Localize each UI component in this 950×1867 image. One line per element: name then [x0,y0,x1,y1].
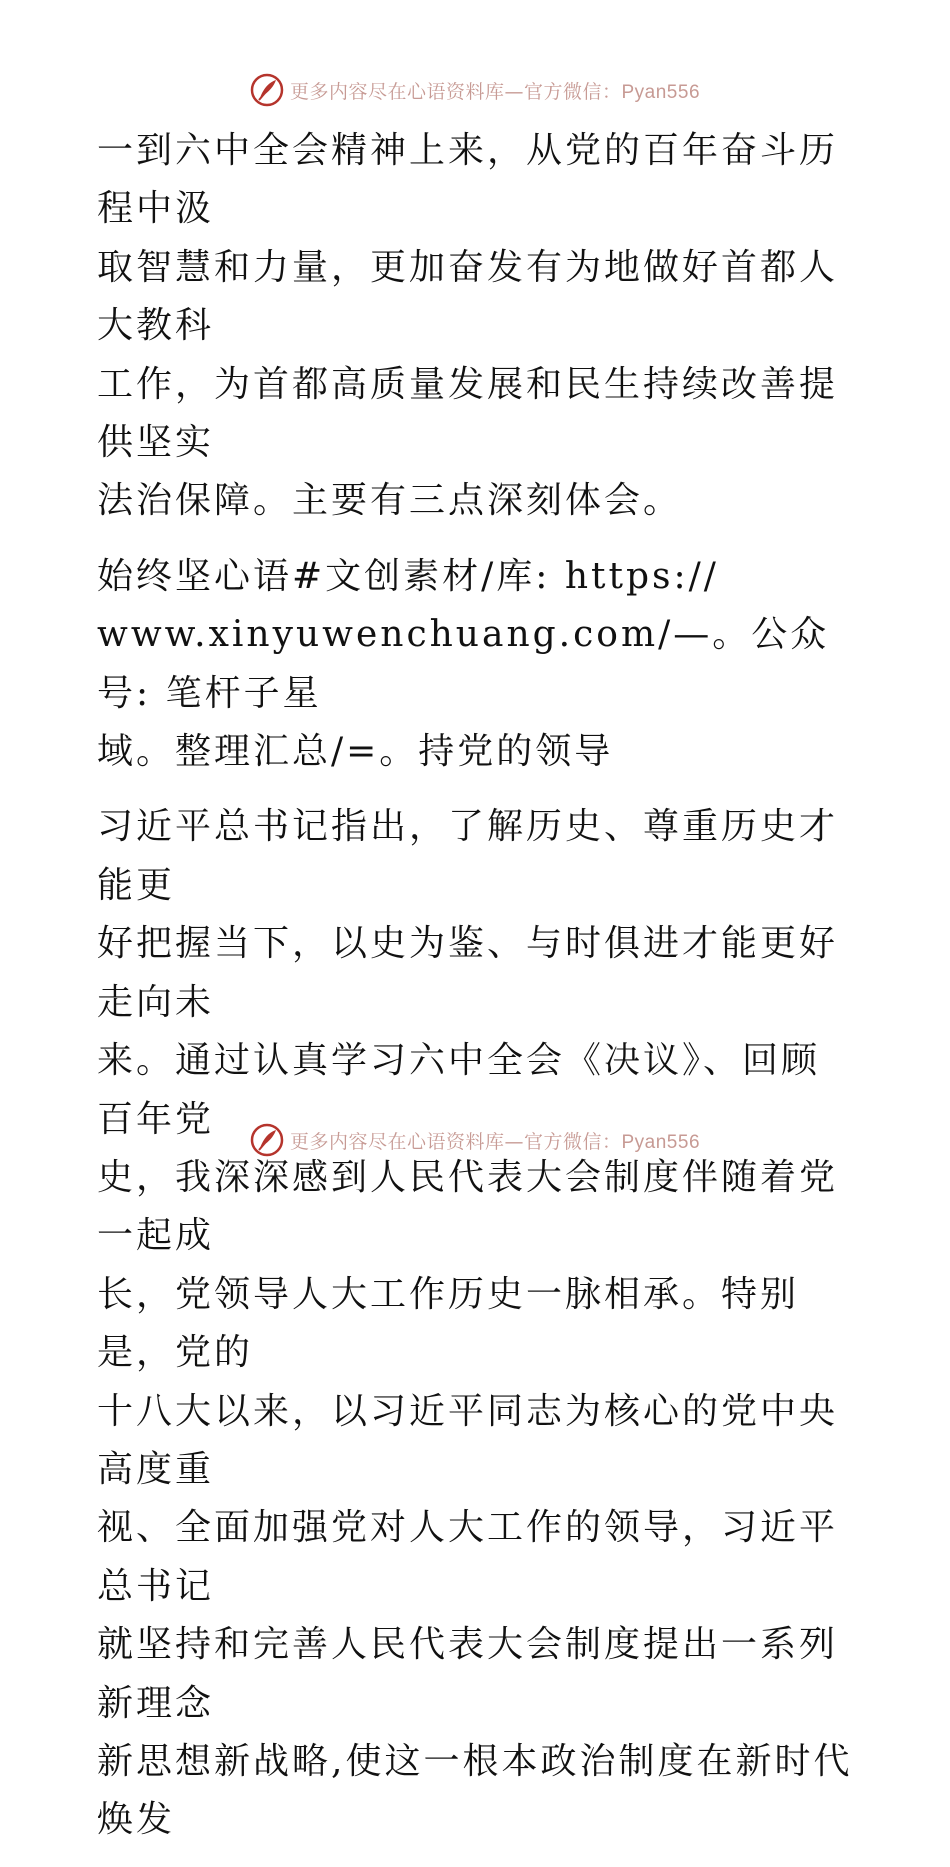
feather-logo-icon [250,1123,284,1157]
header-banner-text: 更多内容尽在心语资料库—官方微信：Pyan556 [289,80,701,103]
wechat-id: Pyan556 [621,81,701,103]
paragraph-2: 始终坚心语#文创素材/库: https:// www.xinyuwenchuang.com/—。公众号: 笔杆子星 域。整理汇总/=。持党的领导 [97,555,830,773]
paragraph-1: 一到六中全会精神上来，从党的百年奋斗历程中汲 取智慧和力量，更加奋发有为地做好首都人大教科 工作，为首都高质量发展和民生持续改善提供坚实 法治保障。主要有三点深刻体会。 [97,130,839,522]
feather-logo-icon [250,73,284,107]
footer-banner-text: 更多内容尽在心语资料库—官方微信：Pyan556 [289,1130,701,1153]
header-banner [0,70,950,110]
document-body [97,122,857,1867]
footer-banner [0,1120,950,1160]
paragraph-3: 习近平总书记指出，了解历史、尊重历史才能更 好把握当下，以史为鉴、与时俱进才能更好走向未 来。通过认真学习六中全会《决议》、回顾百年党 史，我深深感到人民代表大会制度伴随着党一起成 长，党领导人大工作历史一脉相承。特别是，党的 十八大以来，以习近平同志为核心的党中央高度重 视、全面加强党对人大工作的领导，习近平总书记 就坚持和完善人民代表大会制度提出一系列新理念 新思想新战略,使这一根本政治制度在新时代焕发 [97,806,853,1841]
wechat-id: Pyan556 [621,1131,701,1153]
